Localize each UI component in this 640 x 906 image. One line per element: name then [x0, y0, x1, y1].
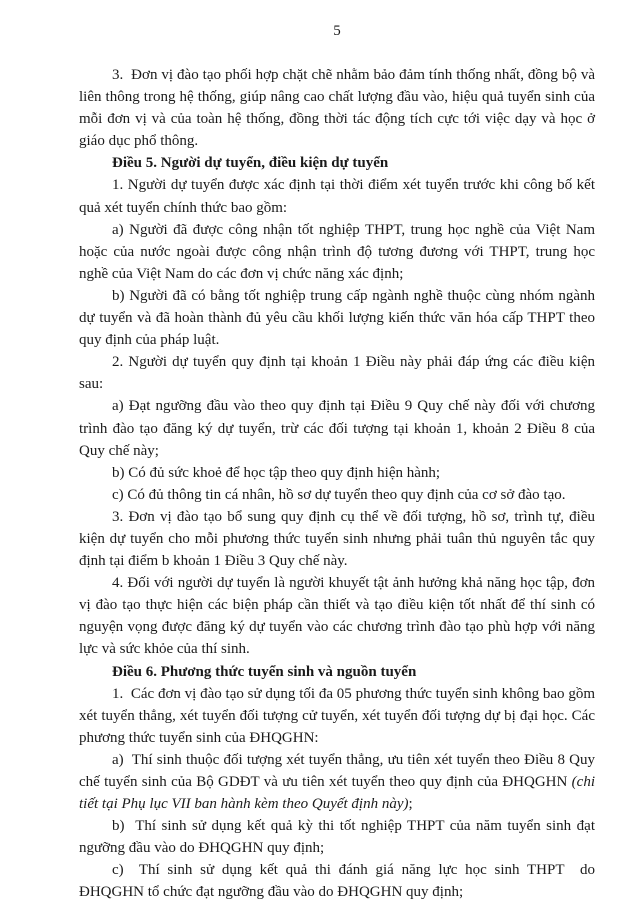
- article-6-clause-1a-text: a) Thí sinh thuộc đối tượng xét tuyển thẳng, ưu tiên xét tuyển theo Điều 8 Quy chế tuyển sinh của Bộ GDĐT và ưu tiên xét tuyển theo quy định của ĐHQGHN: [79, 751, 595, 790]
- article-5-heading: Điều 5. Người dự tuyển, điều kiện dự tuyển: [112, 155, 389, 172]
- article-5-clause-4: 4. Đối với người dự tuyển là người khuyết tật ảnh hưởng khả năng học tập, đơn vị đào tạo thực hiện các biện pháp cần thiết và tạo điều kiện tốt nhất để thí sinh có nguyện vọng được đăng ký dự tuyển vào các chương trình đào tạo phù hợp với năng lực và sức khỏe của thí sinh.: [79, 575, 595, 658]
- article-5-clause-2: 2. Người dự tuyển quy định tại khoản 1 Điều này phải đáp ứng các điều kiện sau:: [79, 354, 595, 393]
- page-number: 5: [333, 23, 341, 39]
- clause-3-coordination: 3. Đơn vị đào tạo phối hợp chặt chẽ nhằm bảo đảm tính thống nhất, đồng bộ và liên thông trong hệ thống, giúp nâng cao chất lượng đầu vào, hiệu quả tuyển sinh của mỗi đơn vị và của toàn hệ thống, đồng thời tác động tích cực tới việc dạy và học ở giáo dục phổ thông.: [79, 67, 595, 150]
- document-body: [79, 64, 595, 904]
- article-5-clause-2a: a) Đạt ngưỡng đầu vào theo quy định tại Điều 9 Quy chế này đối với chương trình đào tạo đăng ký dự tuyển, trừ các đối tượng tại khoản 1, khoản 2 Điều 8 của Quy chế này;: [79, 398, 595, 459]
- article-5-clause-1a: a) Người đã được công nhận tốt nghiệp THPT, trung học nghề của Việt Nam hoặc của nước ngoài được công nhận trình độ tương đương với THPT, trung học nghề của Việt Nam do các đơn vị chức năng xác định;: [79, 221, 595, 282]
- article-5-clause-2b: b) Có đủ sức khoẻ để học tập theo quy định hiện hành;: [112, 464, 441, 481]
- article-6-clause-1b: b) Thí sinh sử dụng kết quả kỳ thi tốt nghiệp THPT của năm tuyển sinh đạt ngưỡng đầu vào do ĐHQGHN quy định;: [79, 818, 595, 857]
- article-5-clause-3: 3. Đơn vị đào tạo bổ sung quy định cụ thể về đối tượng, hồ sơ, trình tự, điều kiện dự tuyển cho mỗi phương thức tuyển sinh nhưng phải tuân thủ nguyên tắc quy định tại điểm b khoản 1 Điều 3 Quy chế này.: [79, 508, 595, 570]
- article-5-clause-1: 1. Người dự tuyển được xác định tại thời điểm xét tuyển trước khi công bố kết quả xét tuyển chính thức bao gồm:: [79, 177, 595, 216]
- article-5-clause-1b: b) Người đã có bằng tốt nghiệp trung cấp ngành nghề thuộc cùng nhóm ngành dự tuyển và đã hoàn thành đủ yêu cầu khối lượng kiến thức văn hóa cấp THPT theo quy định của pháp luật.: [79, 287, 595, 349]
- article-6-clause-1a-terminator: ;: [408, 796, 413, 813]
- article-6-clause-1a-italic-note: (chi tiết tại Phụ lục VII ban hành kèm theo Quyết định này): [79, 774, 595, 813]
- article-6-clause-1: 1. Các đơn vị đào tạo sử dụng tối đa 05 phương thức tuyển sinh không bao gồm xét tuyển thẳng, xét tuyển đối tượng cử tuyển, xét tuyển đối tượng dự bị đại học. Các phương thức tuyển sinh của ĐHQGHN:: [79, 685, 595, 746]
- article-6-clause-1a: [79, 749, 595, 815]
- article-5-clause-2c: c) Có đủ thông tin cá nhân, hồ sơ dự tuyển theo quy định của cơ sở đào tạo.: [112, 486, 566, 503]
- article-6-clause-1c: c) Thí sinh sử dụng kết quả thi đánh giá năng lực học sinh THPT do ĐHQGHN tổ chức đạt ngưỡng đầu vào do ĐHQGHN quy định;: [79, 862, 595, 901]
- article-6-heading: Điều 6. Phương thức tuyển sinh và nguồn tuyển: [112, 663, 417, 680]
